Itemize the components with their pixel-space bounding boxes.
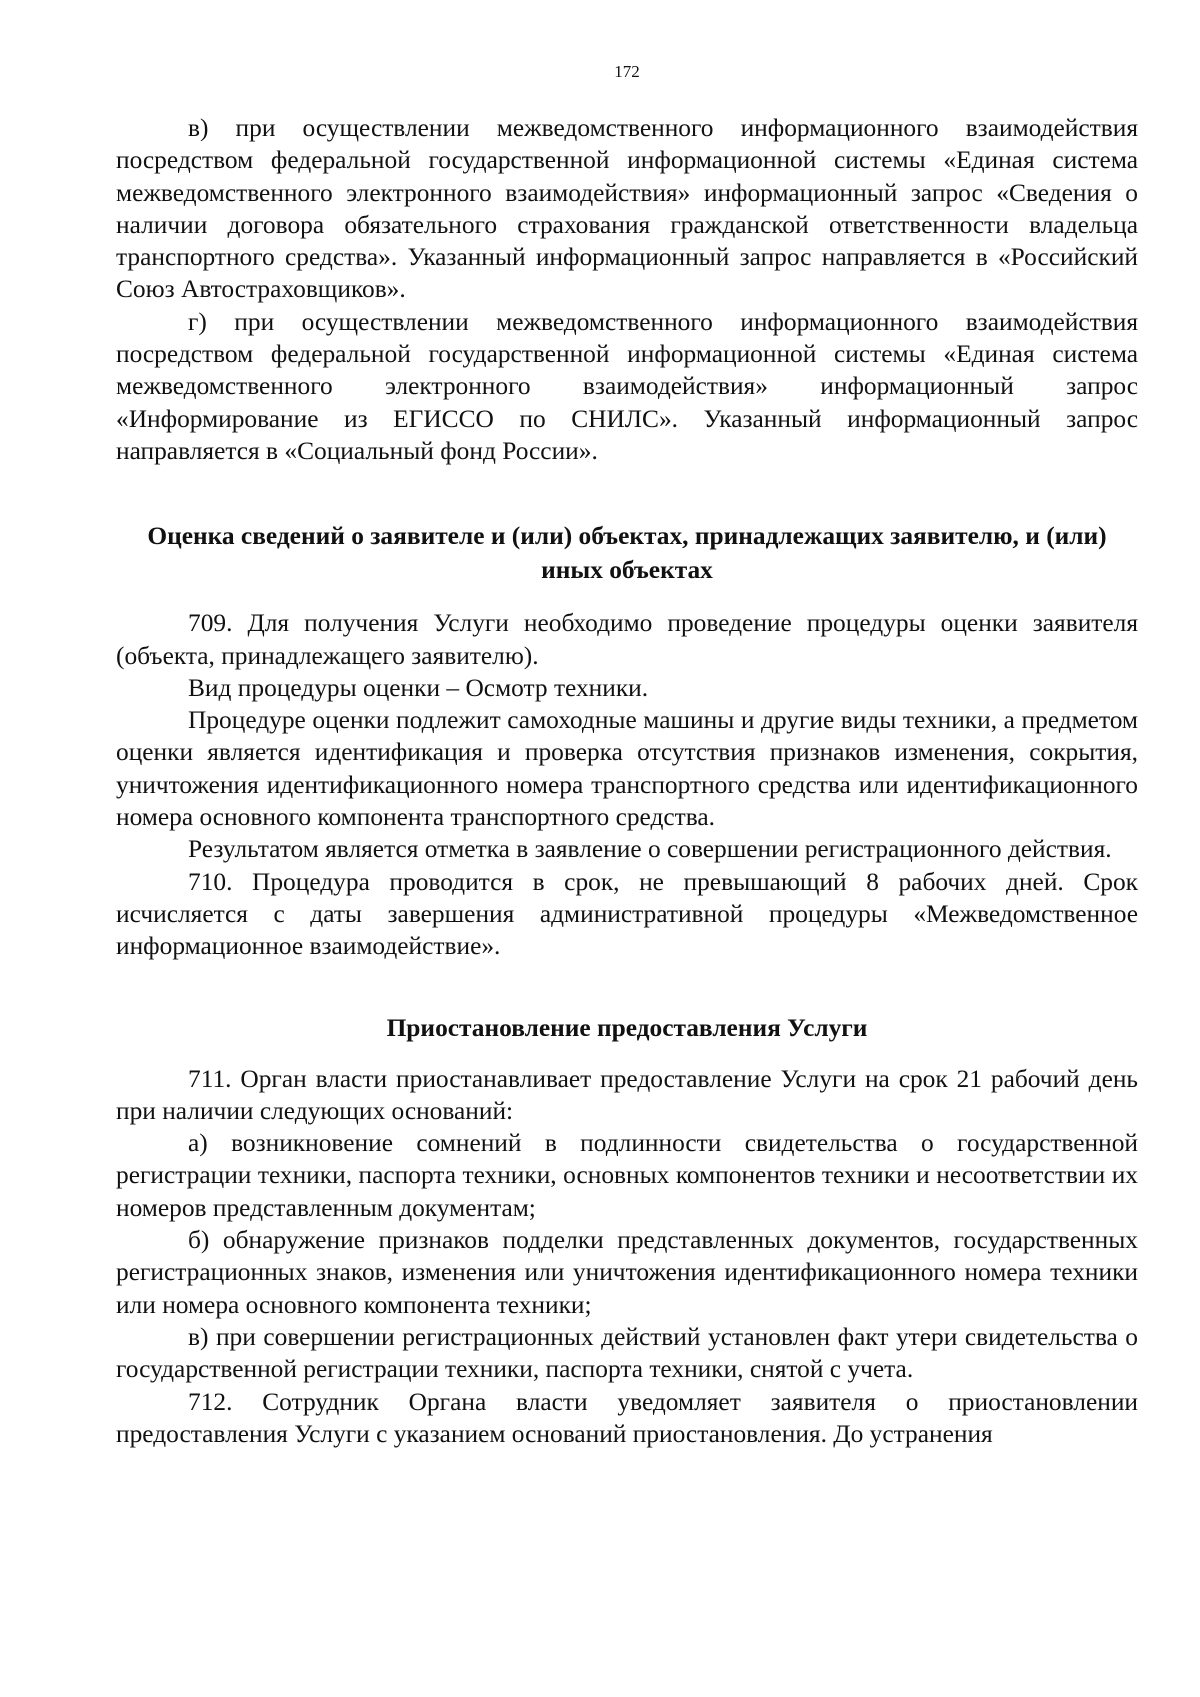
- paragraph-v-rsa-request: в) при осуществлении межведомственного информационного взаимодействия посредством федеральной государственной информационной системы «Единая система межведомственного электронного взаимодействия» информационный запрос «Сведения о наличии договора обязательного страхования гражданской ответственности владельца транспортного средства». Указанный информационный запрос направляется в «Российский Союз Автостраховщиков».: [116, 114, 1138, 304]
- section-heading-suspension: Приостановление предоставления Услуги: [386, 1013, 868, 1042]
- section-heading-applicant-assessment: Оценка сведений о заявителе и (или) объектах, принадлежащих заявителю, и (или) иных объектах: [147, 522, 1107, 585]
- document-page: [116, 62, 1138, 1450]
- paragraph-g-sfr-request: г) при осуществлении межведомственного информационного взаимодействия посредством федеральной государственной информационной системы «Единая система межведомственного электронного взаимодействия» информационный запрос «Информирование из ЕГИССО по СНИЛС». Указанный информационный запрос направляется в «Социальный фонд России».: [116, 307, 1138, 465]
- paragraph-assessment-subject: Процедуре оценки подлежит самоходные машины и другие виды техники, а предметом оценки является идентификация и проверка отсутствия признаков изменения, сокрытия, уничтожения идентификационного номера транспортного средства или идентификационного номера основного компонента транспортного средства.: [116, 706, 1138, 832]
- paragraph-710: 710. Процедура проводится в срок, не превышающий 8 рабочих дней. Срок исчисляется с даты завершения административной процедуры «Межведомственное информационное взаимодействие».: [116, 867, 1138, 961]
- paragraph-711: 711. Орган власти приостанавливает предоставление Услуги на срок 21 рабочий день при наличии следующих оснований:: [116, 1064, 1138, 1125]
- paragraph-assessment-result: Результатом является отметка в заявление о совершении регистрационного действия.: [188, 835, 1112, 864]
- paragraph-assessment-type: Вид процедуры оценки – Осмотр техники.: [188, 673, 649, 702]
- paragraph-711-b: б) обнаружение признаков подделки представленных документов, государственных регистрационных знаков, изменения или уничтожения идентификационного номера техники или номера основного компонента техники;: [116, 1226, 1138, 1319]
- paragraph-711-a: а) возникновение сомнений в подлинности свидетельства о государственной регистрации техники, паспорта техники, основных компонентов техники и несоответствии их номеров представленным документам;: [116, 1129, 1138, 1222]
- paragraph-709: 709. Для получения Услуги необходимо проведение процедуры оценки заявителя (объекта, принадлежащего заявителю).: [116, 609, 1138, 670]
- paragraph-711-v: в) при совершении регистрационных действий установлен факт утери свидетельства о государственной регистрации техники, паспорта техники, снятой с учета.: [116, 1322, 1138, 1384]
- page-number: 172: [614, 62, 640, 81]
- paragraph-712: 712. Сотрудник Органа власти уведомляет заявителя о приостановлении предоставления Услуги с указанием оснований приостановления. До устранения: [116, 1387, 1138, 1448]
